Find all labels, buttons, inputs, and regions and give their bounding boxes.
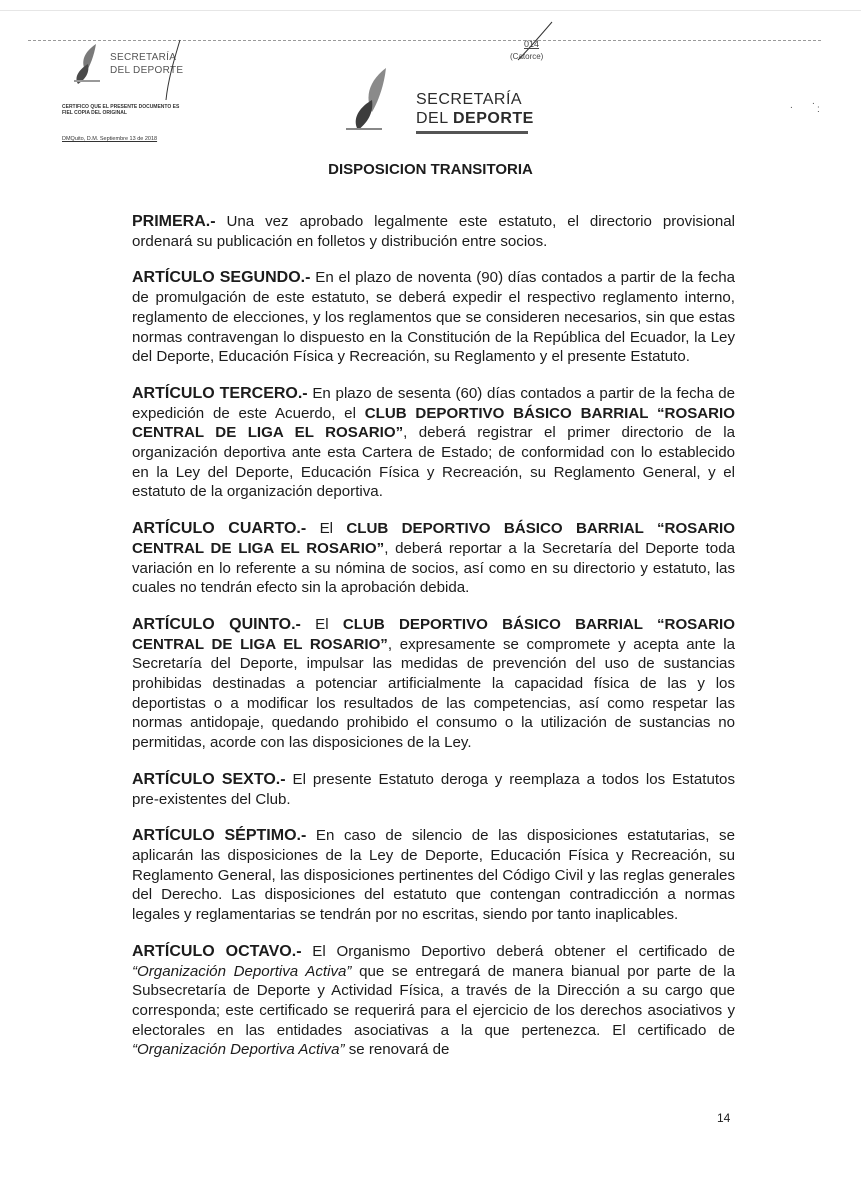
stamp-line-1: SECRETARÍA (110, 52, 177, 63)
header-title-line-1: SECRETARÍA (416, 91, 523, 108)
margin-speck: . (790, 100, 793, 111)
article-text: El (306, 520, 347, 538)
article-text: En caso de silencio de las disposiciones estatutarias, se aplicarán las disposiciones de la Ley de Deporte, Educación Física y Recreación, su Reglamento General, las disposiciones pertinentes del Código Civil y las reglas generales del Derecho. Las disposiciones del estatuto que contengan contradicción a normas legales y reglamentarias se tendrán por no escritas, siendo por tanto inaplicables. (132, 827, 735, 924)
article-text: se renovará de (344, 1041, 450, 1059)
article-text: En plazo de sesenta (60) días contados a partir de la fecha de expedición de este Acuerdo, el (132, 384, 735, 422)
article-heading: ARTÍCULO SEXTO.- (132, 770, 286, 788)
article-text: El presente Estatuto deroga y reemplaza a todos los Estatutos pre-existentes del Club. (132, 770, 735, 808)
articles-body (132, 212, 735, 1077)
article-heading: ARTÍCULO SÉPTIMO.- (132, 827, 307, 845)
article-heading: ARTÍCULO QUINTO.- (132, 615, 301, 633)
header-title-line-2b: DEPORTE (452, 110, 534, 127)
article-text: , expresamente se compromete y acepta ante la Secretaría del Deporte, impulsar las medidas de prevención del uso de sustancias prohibidas destinadas a potenciar artificialmente la capacidad física de las y los deportistas o a modificar los resultados de las competencias, así como respetar las normas antidopaje, quedando prohibido el consumo o la utilización de sustancias no permitidas, acorde con las disposiciones de la Ley. (132, 635, 735, 752)
article-paragraph (132, 268, 735, 367)
article-text: , deberá registrar el primer directorio de la organización deportiva ante esta Cartera de Estado; de conformidad con lo establecido en la Ley del Deporte, Educación Física y Recreación, su Reglamento General, y el estatuto de la organización deportiva. (132, 424, 735, 501)
article-heading: PRIMERA.- (132, 213, 216, 230)
article-text: En el plazo de noventa (90) días contados a partir de la fecha de promulgación de este estatuto, se deberá expedir el respectivo reglamento interno, reglamento de elecciones, y los reglamentos que se consideren necesarios, sin que estas normas contravengan lo dispuesto en la Constitución de la República del Ecuador, la Ley del Deporte, Educación Física y Recreación, su Reglamento y el presente Estatuto. (132, 269, 735, 366)
article-heading: ARTÍCULO CUARTO.- (132, 520, 307, 538)
club-name: CLUB DEPORTIVO BÁSICO BARRIAL “ROSARIO CENTRAL DE LIGA EL ROSARIO” (132, 615, 735, 653)
article-heading: ARTÍCULO SEGUNDO.- (132, 269, 311, 287)
article-paragraph (132, 942, 735, 1060)
certification-text: CERTIFICO QUE EL PRESENTE DOCUMENTO ES FIEL COPIA DEL ORIGINAL (62, 104, 180, 116)
club-name: CLUB DEPORTIVO BÁSICO BARRIAL “ROSARIO CENTRAL DE LIGA EL ROSARIO” (132, 404, 735, 442)
article-paragraph (132, 212, 735, 251)
secretaria-deporte-logo (342, 66, 412, 136)
page-number: 14 (717, 1111, 731, 1125)
certificate-name: “Organización Deportiva Activa” (132, 962, 352, 980)
article-text: , deberá reportar a la Secretaría del Deporte toda variación en lo referente a su nómina de socios, así como en su directorio y estatuto, las cuales no tendrán efecto sin la aprobación debida. (132, 539, 735, 597)
article-paragraph (132, 519, 735, 598)
article-paragraph (132, 615, 735, 753)
margin-speck: . (812, 96, 815, 107)
certification-date: DMQuito, D.M. Septiembre 13 de 2018 (62, 136, 158, 142)
club-name: CLUB DEPORTIVO BÁSICO BARRIAL “ROSARIO CENTRAL DE LIGA EL ROSARIO” (132, 520, 735, 557)
stamp-line-2: DEL DEPORTE (110, 65, 184, 76)
article-text: que se entregará de manera bianual por parte de la Subsecretaría de Deporte y Actividad Física, a través de la Dirección a su cargo que corresponda; este certificado se requerirá para el ejercicio de los derechos asociativos y electorales en las entidades asociativas a la que pertenezca. El certificado de (132, 962, 735, 1039)
document-title: DISPOSICION TRANSITORIA (328, 161, 533, 178)
folio-number: 014 (524, 39, 540, 49)
article-text: Una vez aprobado legalmente este estatuto, el directorio provisional ordenará su publicación en folletos y distribución entre socios. (132, 213, 735, 250)
article-paragraph (132, 384, 735, 502)
article-text: El Organismo Deportivo deberá obtener el certificado de (301, 942, 736, 960)
header-underline (416, 131, 528, 134)
header-title-line-2 (416, 110, 534, 128)
certificate-name: “Organización Deportiva Activa” (132, 1041, 345, 1059)
header-title-line-2a: DEL (416, 110, 453, 127)
article-heading: ARTÍCULO OCTAVO.- (132, 942, 302, 960)
article-paragraph (132, 826, 735, 925)
article-heading: ARTÍCULO TERCERO.- (132, 384, 308, 402)
margin-speck: : (817, 104, 820, 115)
article-text: El (300, 615, 343, 633)
folio-words: (Catorce) (510, 52, 544, 61)
article-paragraph (132, 770, 735, 809)
